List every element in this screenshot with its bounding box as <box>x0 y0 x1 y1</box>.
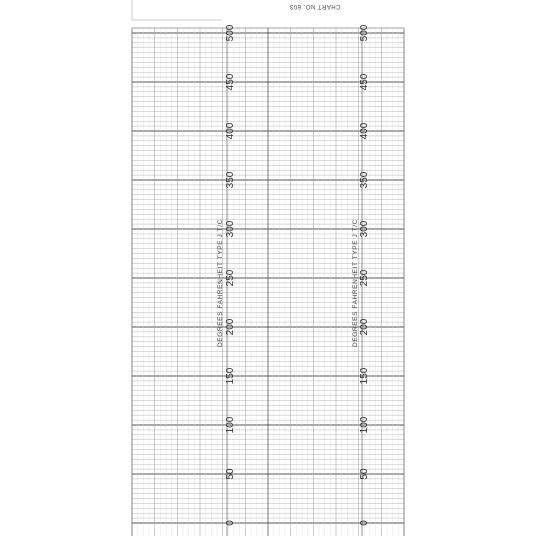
scale-label: 0 <box>225 520 236 526</box>
scale-right <box>359 24 370 526</box>
scale-label: 500 <box>359 24 370 42</box>
scale-label: 450 <box>359 73 370 91</box>
chart-number-label: CHART NO. 603 <box>289 3 341 9</box>
scale-label: 350 <box>359 171 370 189</box>
scale-label: 500 <box>225 24 236 42</box>
scale-label: 150 <box>225 367 236 385</box>
scale-label: 400 <box>225 122 236 140</box>
scale-label: 250 <box>225 269 236 287</box>
scale-label: 300 <box>359 220 370 238</box>
scale-label: 50 <box>359 468 370 480</box>
scale-label: 350 <box>225 171 236 189</box>
scale-label: 200 <box>225 318 236 336</box>
scale-label: 150 <box>359 367 370 385</box>
paper-tab <box>132 0 222 20</box>
scale-label: 300 <box>225 220 236 238</box>
scale-label: 250 <box>359 269 370 287</box>
legend-right: DEGREES FAHRENHEIT TYPE J T/C <box>352 219 359 347</box>
legend-left: DEGREES FAHRENHEIT TYPE J T/C <box>217 219 224 347</box>
scale-label: 100 <box>225 416 236 434</box>
scale-label: 0 <box>359 520 370 526</box>
scale-label: 100 <box>359 416 370 434</box>
scale-label: 50 <box>225 468 236 480</box>
scale-label: 450 <box>225 73 236 91</box>
scale-label: 200 <box>359 318 370 336</box>
scale-label: 400 <box>359 122 370 140</box>
